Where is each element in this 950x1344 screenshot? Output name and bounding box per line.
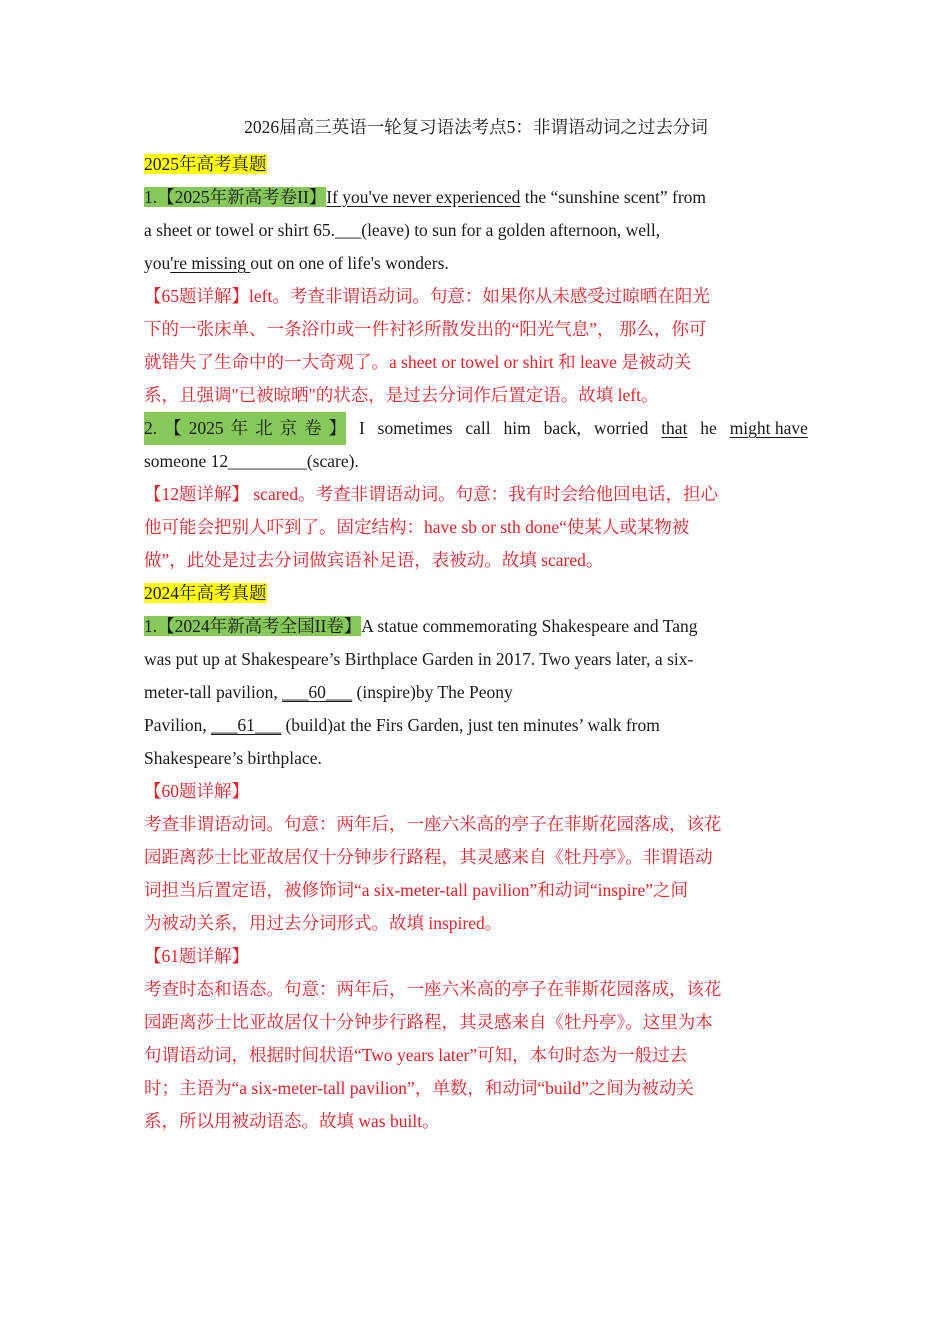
answer-61-line2: 园距离莎士比亚故居仅十分钟步行路程，其灵感来自《牡丹亭》。这里为本 (144, 1012, 713, 1032)
question-2024-1-line2: was put up at Shakespeare’s Birthplace Garden in 2017. Two years later, a six- (144, 649, 694, 669)
question-2024-1-line3: meter-tall pavilion, ___60___ (inspire)by The Peony (144, 682, 513, 702)
answer-12-line1: 【12题详解】 scared。考查非谓语动词。句意：我有时会给他回电话，担心 (144, 484, 719, 504)
answer-65-line4: 系，且强调"已被晾晒"的状态，是过去分词作后置定语。故填 left。 (144, 385, 659, 405)
answer-61-line4: 时；主语为“a six-meter-tall pavilion”，单数，和动词“build”之间为被动关 (144, 1078, 694, 1098)
answer-12-line3: 做”，此处是过去分词做宾语补足语，表被动。故填 scared。 (144, 550, 604, 570)
answer-60-line2: 园距离莎士比亚故居仅十分钟步行路程，其灵感来自《牡丹亭》。非谓语动 (144, 847, 713, 867)
document-page (144, 112, 808, 1138)
answer-65-line3: 就错失了生命中的一大奇观了。a sheet or towel or shirt 和 leave 是被动关 (144, 352, 692, 372)
answer-65-line1: 【65题详解】left。考查非谓语动词。句意：如果你从未感受过晾晒在阳光 (144, 286, 710, 306)
question-2025-2-line2: someone 12_________(scare). (144, 451, 359, 471)
answer-65-line2: 下的一张床单、一条浴巾或一件衬衫所散发出的“阳光气息”， 那么，你可 (144, 319, 707, 339)
question-2025-1-line1: 1.【2025年新高考卷II】If you've never experienced the “sunshine scent” from (144, 187, 707, 207)
question-2024-1-line1: 1.【2024年新高考全国II卷】A statue commemorating Shakespeare and Tang (144, 616, 698, 636)
section-heading-2024: 2024年高考真题 (144, 583, 267, 603)
question-label: 2. 【 2025 年 北 京 卷 】 (144, 412, 346, 445)
question-2025-1-line3: you're missing out on one of life's wonders. (144, 253, 449, 273)
section-heading-2025: 2025年高考真题 (144, 154, 267, 174)
answer-61-heading: 【61题详解】 (144, 946, 249, 966)
question-2025-2-line1: 2. 【 2025 年 北 京 卷 】 I sometimes call him back, worried that he might have (144, 412, 808, 445)
question-2025-1-line2: a sheet or towel or shirt 65.___(leave) to sun for a golden afternoon, well, (144, 220, 661, 240)
question-2024-1-line5: Shakespeare’s birthplace. (144, 748, 322, 768)
question-label: 1.【2025年新高考卷II】 (144, 187, 327, 207)
answer-60-line1: 考查非谓语动词。句意：两年后，一座六米高的亭子在菲斯花园落成，该花 (144, 814, 722, 834)
answer-60-line3: 词担当后置定语，被修饰词“a six-meter-tall pavilion”和动词“inspire”之间 (144, 880, 688, 900)
answer-60-heading: 【60题详解】 (144, 781, 249, 801)
answer-61-line3: 句谓语动词，根据时间状语“Two years later”可知，本句时态为一般过去 (144, 1045, 688, 1065)
answer-60-line4: 为被动关系，用过去分词形式。故填 inspired。 (144, 913, 503, 933)
answer-12-line2: 他可能会把别人吓到了。固定结构：have sb or sth done“使某人或某物被 (144, 517, 690, 537)
blank-60: ___60___ (282, 682, 353, 702)
answer-61-line5: 系，所以用被动语态。故填 was built。 (144, 1111, 440, 1131)
document-title: 2026届高三英语一轮复习语法考点5：非谓语动词之过去分词 (244, 117, 708, 137)
blank-61: ___61___ (211, 715, 282, 735)
question-label: 1.【2024年新高考全国II卷】 (144, 616, 362, 636)
answer-61-line1: 考查时态和语态。句意：两年后，一座六米高的亭子在菲斯花园落成，该花 (144, 979, 722, 999)
question-2024-1-line4: Pavilion, ___61___ (build)at the Firs Garden, just ten minutes’ walk from (144, 715, 660, 735)
